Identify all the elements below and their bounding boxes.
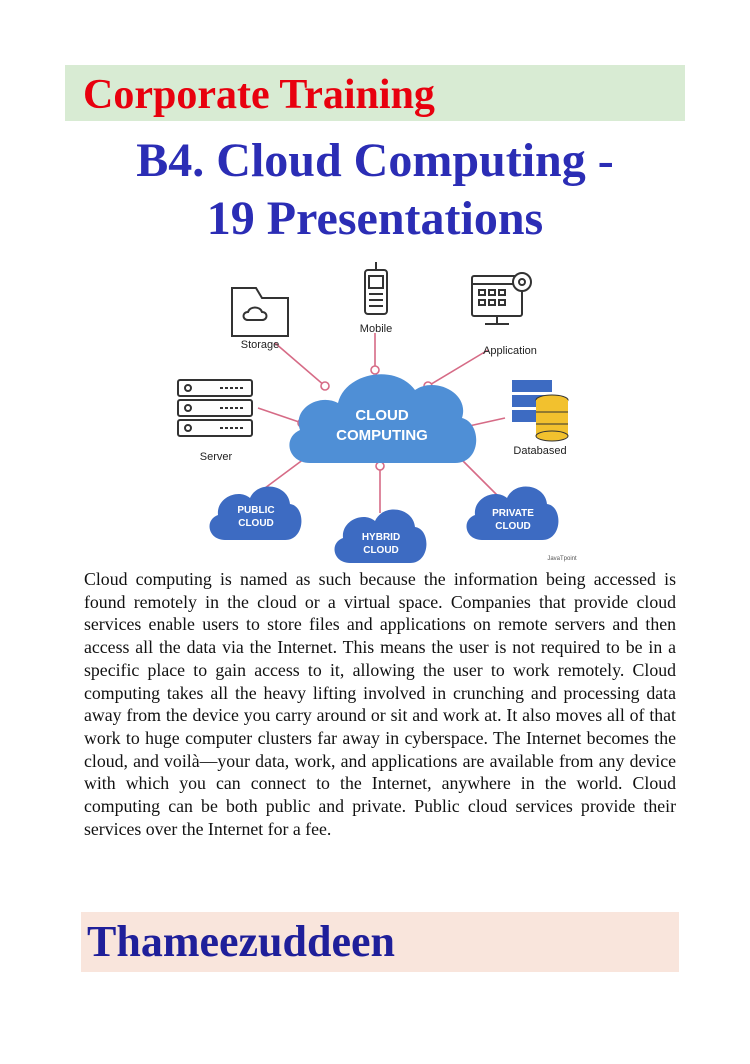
body-paragraph: Cloud computing is named as such because the information being accessed is found remotely in the cloud or a virtual space. Companies that provide cloud services enable users to store files and applications on remote servers and then access all the data via the Internet. This means the user is not required to be in a specific place to gain access to it, allowing the user to work remotely. Cloud computing takes all the heavy lifting involved in crunching and processing data away from the device you carry around or sit and work at. It also moves all of that work to huge computer clusters far away in cyberspace. The Internet becomes the cloud, and voilà—your data, work, and applications are available from any device with which you can connect to the Internet, anywhere in the world. Cloud computing can be both public and private. Public cloud services provide their services over the Internet for a fee.	[84, 569, 676, 839]
author-band	[81, 912, 679, 972]
hybrid-label-2: CLOUD	[363, 545, 399, 556]
mobile-label: Mobile	[359, 323, 393, 335]
database-icon	[512, 380, 568, 441]
application-icon	[472, 273, 531, 324]
diagram-svg	[170, 258, 590, 568]
private-cloud-icon	[467, 487, 559, 540]
server-icon	[178, 380, 252, 436]
mobile-icon	[365, 262, 387, 314]
cloud-computing-diagram	[170, 258, 590, 568]
header-label: Corporate Training	[83, 72, 435, 118]
watermark: JavaTpoint	[547, 556, 577, 562]
storage-label: Storage	[240, 339, 280, 351]
title-line-1: B4. Cloud Computing -	[136, 134, 614, 187]
center-label-2: COMPUTING	[336, 427, 428, 444]
hybrid-label-1: HYBRID	[361, 532, 401, 543]
private-label-1: PRIVATE	[492, 508, 534, 519]
folder-icon	[232, 288, 288, 336]
database-label: Databased	[513, 445, 567, 457]
public-label-2: CLOUD	[238, 518, 274, 529]
center-label-1: CLOUD	[355, 407, 409, 424]
author-name: Thameezuddeen	[87, 917, 395, 966]
server-label: Server	[199, 451, 233, 463]
public-label-1: PUBLIC	[237, 505, 275, 516]
private-label-2: CLOUD	[495, 521, 531, 532]
title-line-2: 19 Presentations	[206, 192, 544, 245]
central-cloud-icon	[289, 374, 476, 463]
public-cloud-icon	[210, 487, 302, 540]
header-band	[65, 65, 685, 121]
hybrid-cloud-icon	[335, 510, 427, 563]
application-label: Application	[483, 345, 537, 357]
page-title	[65, 132, 685, 248]
